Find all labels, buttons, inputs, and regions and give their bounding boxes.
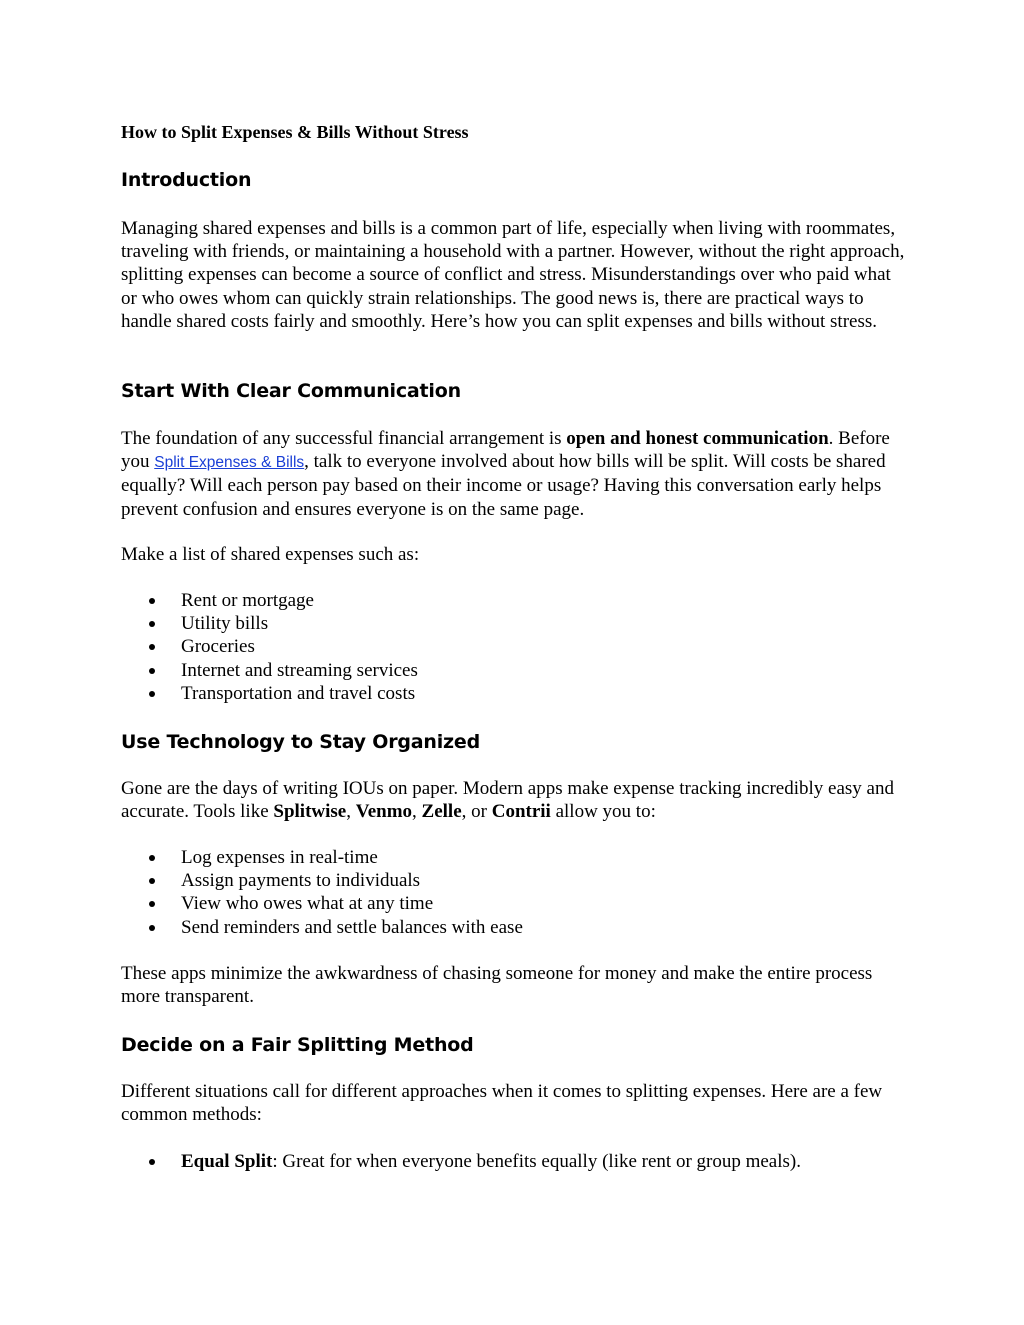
- bullet-icon: [149, 621, 155, 627]
- method-name: Equal Split: [181, 1151, 273, 1172]
- bullet-icon: [149, 668, 155, 674]
- bullet-icon: [149, 598, 155, 604]
- communication-paragraph: [121, 427, 906, 521]
- document-title: How to Split Expenses & Bills Without Stress: [121, 122, 469, 142]
- list-item-text: Internet and streaming services: [181, 659, 418, 681]
- heading-splitting-method: Decide on a Fair Splitting Method: [121, 1034, 474, 1056]
- list-item-text: Utility bills: [181, 613, 269, 635]
- bullet-icon: [149, 644, 155, 650]
- bullet-icon: [149, 925, 155, 931]
- split-expenses-link[interactable]: Split Expenses & Bills: [154, 454, 305, 472]
- text-segment: Gone are the days of writing IOUs on paper. Modern apps make expense tracking incredibly easy and accurate. Tools like: [121, 778, 894, 823]
- shared-expenses-list: [121, 589, 418, 705]
- app-features-list: [121, 846, 523, 939]
- technology-closing-paragraph: These apps minimize the awkwardness of chasing someone for money and make the entire process more transparent.: [121, 963, 873, 1008]
- splitting-methods-list: [121, 1150, 801, 1173]
- list-item-text: Transportation and travel costs: [181, 682, 416, 704]
- list-item: [121, 659, 418, 682]
- bullet-icon: [149, 878, 155, 884]
- list-item: [121, 612, 418, 635]
- list-item-text: View who owes what at any time: [181, 893, 434, 915]
- text-segment: allow you to:: [550, 801, 656, 823]
- text-segment: . Before you: [121, 428, 890, 473]
- text-segment: The foundation of any successful financial arrangement is: [121, 428, 567, 449]
- list-item: [121, 846, 523, 869]
- bullet-icon: [149, 855, 155, 861]
- list-item-text: Send reminders and settle balances with ease: [181, 916, 523, 938]
- text-segment: ,: [346, 801, 356, 823]
- bullet-icon: [149, 1159, 155, 1165]
- list-item: [121, 682, 418, 705]
- method-paragraph: Different situations call for different approaches when it comes to splitting expenses. Here are a few common methods:: [121, 1081, 883, 1126]
- list-item: [121, 635, 418, 658]
- heading-use-technology: Use Technology to Stay Organized: [121, 731, 480, 753]
- bullet-icon: [149, 691, 155, 697]
- bullet-icon: [149, 901, 155, 907]
- list-item-text: Assign payments to individuals: [181, 870, 421, 892]
- bold-text: open and honest communication: [566, 428, 829, 449]
- list-item-text: Log expenses in real-time: [181, 847, 378, 868]
- heading-clear-communication: Start With Clear Communication: [121, 380, 461, 402]
- list-item: [121, 892, 523, 915]
- app-name-zelle: Zelle: [421, 801, 462, 823]
- technology-paragraph: [121, 777, 906, 823]
- list-item-text: Groceries: [181, 636, 255, 658]
- app-name-venmo: Venmo: [355, 801, 413, 823]
- list-item: [121, 916, 523, 939]
- intro-paragraph: Managing shared expenses and bills is a common part of life, especially when living with roommates, traveling with friends, or maintaining a household with a partner. However, without the right approach, splitting expenses can become a source of conflict and stress. Misunderstandings over who paid what or who owes whom can quickly strain relationships. The good news is, there are practical ways to handle shared costs fairly and smoothly. Here’s how you can split expenses and bills without stress.: [121, 218, 905, 332]
- list-item-text: : Great for when everyone benefits equally (like rent or group meals).: [272, 1151, 801, 1172]
- app-name-splitwise: Splitwise: [273, 801, 347, 823]
- shared-expenses-intro: Make a list of shared expenses such as:: [121, 544, 420, 565]
- text-segment: , talk to everyone involved about how bills will be split. Will costs be shared equally? Will each person pay based on their income or usage? Having this conversation early helps prevent confusion and ensures everyone is on the same page.: [121, 451, 886, 520]
- list-item: [121, 589, 418, 612]
- app-name-contrii: Contrii: [491, 801, 551, 823]
- list-item: [121, 869, 523, 892]
- text-segment: ,: [412, 801, 422, 823]
- heading-introduction: Introduction: [121, 169, 252, 191]
- list-item-text: Rent or mortgage: [181, 590, 314, 611]
- list-item: [121, 1150, 801, 1173]
- text-segment: , or: [461, 801, 492, 823]
